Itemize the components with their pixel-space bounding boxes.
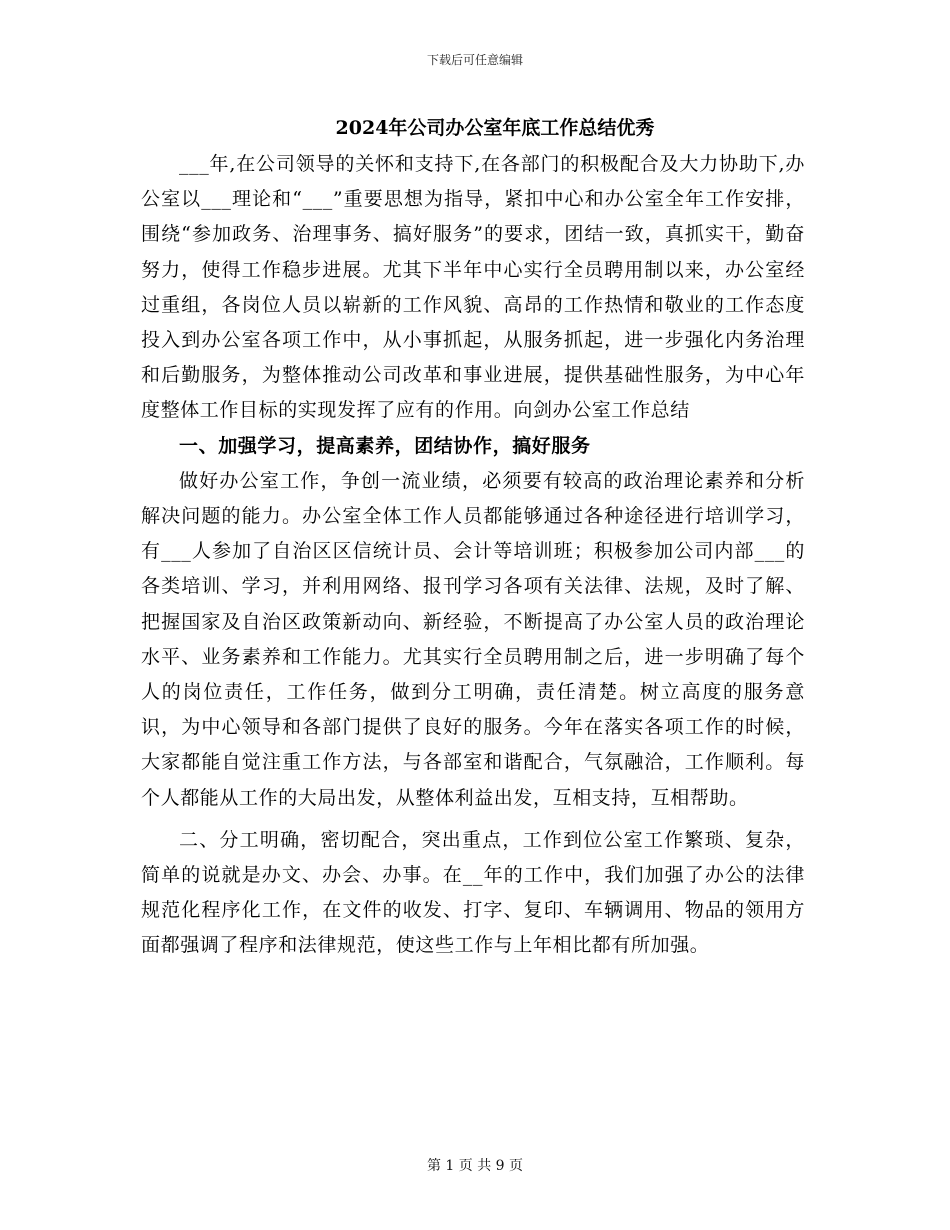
page-number-footer: 第 1 页 共 9 页	[426, 1158, 524, 1174]
page-header-note: 下载后可任意编辑	[426, 53, 523, 67]
paragraph-division: 二、分工明确，密切配合，突出重点，工作到位公室工作繁琐、复杂，简单的说就是办文、办会、办事。在__年的工作中，我们加强了办公的法律规范化程序化工作，在文件的收发、打字、复印、车辆调用、物品的领用方面都强调了程序和法律规范，使这些工作与上年相比都有所加强。	[141, 828, 805, 957]
document-body	[141, 147, 805, 964]
paragraph-spacer	[141, 816, 805, 823]
paragraph-study: 做好办公室工作，争创一流业绩，必须要有较高的政治理论素养和分析解决问题的能力。办公室全体工作人员都能够通过各种途径进行培训学习，有___人参加了自治区区信统计员、会计等培训班；积极参加公司内部___的各类培训、学习，并利用网络、报刊学习各项有关法律、法规，及时了解、把握国家及自治区政策新动向、新经验，不断提高了办公室人员的政治理论水平、业务素养和工作能力。尤其实行全员聘用制之后，进一步明确了每个人的岗位责任，工作任务，做到分工明确，责任清楚。树立高度的服务意识，为中心领导和各部门提供了良好的服务。今年在落实各项工作的时候，大家都能自觉注重工作方法，与各部室和谐配合，气氛融洽，工作顺利。每个人都能从工作的大局出发，从整体利益出发，互相支持，互相帮助。	[141, 469, 805, 809]
section-heading-1: 一、加强学习，提高素养，团结协作，搞好服务	[179, 434, 591, 457]
document-title: 2024年公司办公室年底工作总结优秀	[335, 117, 655, 139]
paragraph-intro: ___年,在公司领导的关怀和支持下,在各部门的积极配合及大力协助下,办公室以___理论和“___”重要思想为指导，紧扣中心和办公室全年工作安排，围绕“参加政务、治理事务、搞好服务”的要求，团结一致，真抓实干，勤奋努力，使得工作稳步进展。尤其下半年中心实行全员聘用制以来，办公室经过重组，各岗位人员以崭新的工作风貌、高昂的工作热情和敬业的工作态度投入到办公室各项工作中，从小事抓起，从服务抓起，进一步强化内务治理和后勤服务，为整体推动公司改革和事业进展，提供基础性服务，为中心年度整体工作目标的实现发挥了应有的作用。向剑办公室工作总结	[141, 153, 805, 422]
